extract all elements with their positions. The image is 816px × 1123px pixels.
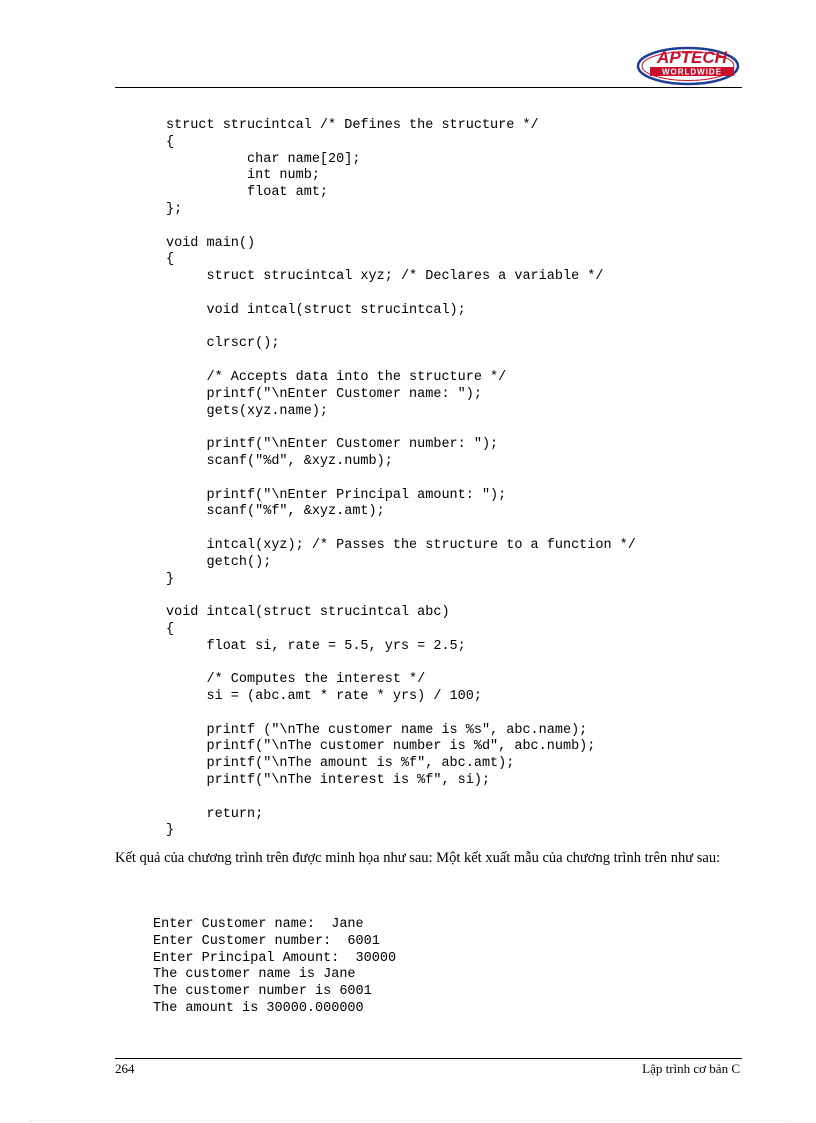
code-listing xyxy=(166,118,636,840)
output-line: The customer number is 6001 xyxy=(153,984,372,1000)
code-line: scanf("%d", &xyz.numb); xyxy=(166,453,393,469)
result-description: Kết quả của chương trình trên được minh họa như sau: Một kết xuất mẫu của chương trình trên như sau: xyxy=(115,850,721,866)
code-line: printf("\nThe interest is %f", si); xyxy=(166,773,491,789)
code-line: } xyxy=(166,571,175,587)
code-line: gets(xyz.name); xyxy=(166,403,329,419)
code-line: void intcal(struct strucintcal); xyxy=(166,302,466,318)
code-line: scanf("%f", &xyz.amt); xyxy=(166,504,385,520)
code-line: }; xyxy=(166,201,183,217)
code-line: { xyxy=(166,621,175,637)
code-line: printf ("\nThe customer name is %s", abc.name); xyxy=(166,722,588,738)
code-line xyxy=(166,420,636,437)
code-line: printf("\nEnter Principal amount: "); xyxy=(166,487,507,503)
code-line: void intcal(struct strucintcal abc) xyxy=(166,605,450,621)
code-line: struct strucintcal xyz; /* Declares a variable */ xyxy=(166,269,604,285)
code-line: intcal(xyz); /* Passes the structure to a function */ xyxy=(166,537,636,553)
code-line xyxy=(166,471,636,488)
code-line: void main() xyxy=(166,235,256,251)
code-line xyxy=(166,521,636,538)
code-line xyxy=(166,706,636,723)
aptech-logo-graphic xyxy=(636,46,740,86)
code-line xyxy=(166,353,636,370)
code-line xyxy=(166,588,636,605)
header-rule xyxy=(115,87,742,88)
logo-text: APTECH xyxy=(657,48,727,67)
code-line: char name[20]; xyxy=(166,151,361,167)
program-output xyxy=(153,917,396,1018)
code-line xyxy=(166,320,636,337)
code-line xyxy=(166,656,636,673)
output-line: Enter Customer number: 6001 xyxy=(153,933,380,949)
code-line: si = (abc.amt * rate * yrs) / 100; xyxy=(166,689,482,705)
code-line xyxy=(166,219,636,236)
code-line: float si, rate = 5.5, yrs = 2.5; xyxy=(166,638,466,654)
code-line: clrscr(); xyxy=(166,336,280,352)
page-number: 264 xyxy=(115,1061,135,1076)
code-line: struct strucintcal /* Defines the structure */ xyxy=(166,118,539,133)
code-line: { xyxy=(166,252,175,268)
logo-subtext: WORLDWIDE xyxy=(661,67,723,77)
code-line: } xyxy=(166,823,175,839)
output-line: Enter Customer name: Jane xyxy=(153,917,364,932)
code-line: return; xyxy=(166,806,264,822)
footer-rule xyxy=(115,1058,742,1059)
code-line: printf("\nEnter Customer number: "); xyxy=(166,437,499,453)
page-edge xyxy=(30,1120,790,1121)
code-line: printf("\nThe customer number is %d", abc.numb); xyxy=(166,739,596,755)
aptech-logo xyxy=(636,46,740,86)
code-line: /* Accepts data into the structure */ xyxy=(166,369,507,385)
book-title: Lập trình cơ bản C xyxy=(642,1061,740,1076)
output-line: Enter Principal Amount: 30000 xyxy=(153,950,397,966)
code-line xyxy=(166,790,636,807)
code-line: float amt; xyxy=(166,185,329,201)
code-line: getch(); xyxy=(166,554,272,570)
code-line: int numb; xyxy=(166,168,320,184)
code-line: printf("\nEnter Customer name: "); xyxy=(166,386,482,402)
code-line xyxy=(166,286,636,303)
code-line: /* Computes the interest */ xyxy=(166,672,426,688)
code-line: { xyxy=(166,134,175,150)
output-line: The customer name is Jane xyxy=(153,967,356,983)
output-line: The amount is 30000.000000 xyxy=(153,1000,364,1016)
code-line: printf("\nThe amount is %f", abc.amt); xyxy=(166,756,515,772)
